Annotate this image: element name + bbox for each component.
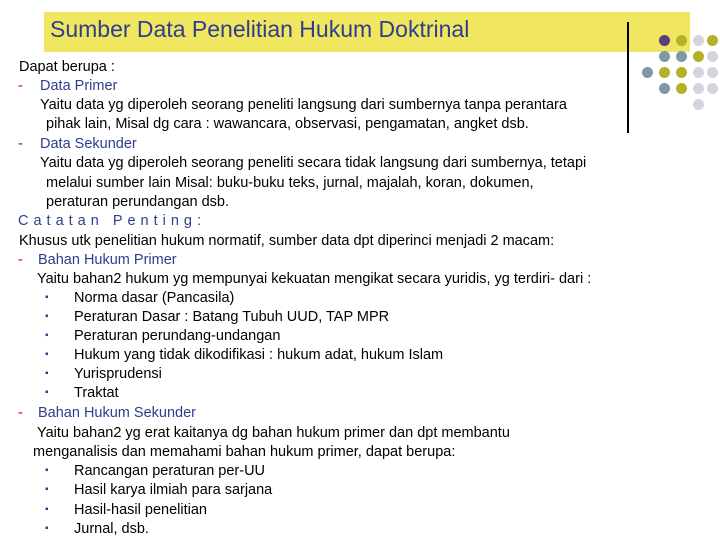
bhp-item: Norma dasar (Pancasila) [74, 290, 235, 306]
decorative-dot [707, 67, 718, 78]
primer-heading: Data Primer [40, 78, 118, 94]
bullet-icon: ▪ [45, 484, 49, 495]
decorative-dot [659, 67, 670, 78]
bhs-item: Rancangan peraturan per-UU [74, 463, 266, 479]
decorative-vertical-line [627, 22, 629, 133]
decorative-dot [659, 83, 670, 94]
khusus-text: Khusus utk penelitian hukum normatif, sumber data dpt diperinci menjadi 2 macam: [19, 233, 555, 249]
bhp-item: Traktat [74, 385, 119, 401]
sekunder-desc-line-3: peraturan perundangan dsb. [46, 194, 230, 210]
bullet-icon: ▪ [45, 465, 49, 476]
bhs-desc-line-2: menganalisis dan memahami bahan hukum primer, dapat berupa: [33, 444, 456, 460]
decorative-dot [659, 51, 670, 62]
bhp-item: Yurisprudensi [74, 366, 162, 382]
primer-dash: - [18, 78, 23, 94]
sekunder-heading: Data Sekunder [40, 136, 137, 152]
decorative-dot [676, 35, 687, 46]
decorative-dot [693, 83, 704, 94]
bhs-heading: Bahan Hukum Sekunder [38, 405, 196, 421]
slide-title: Sumber Data Penelitian Hukum Doktrinal [50, 16, 470, 42]
bhs-item: Hasil-hasil penelitian [74, 502, 207, 518]
catatan-penting-heading: Catatan Penting: [18, 213, 207, 229]
decorative-dot [693, 35, 704, 46]
bhs-desc-line-1: Yaitu bahan2 yg erat kaitanya dg bahan hukum primer dan dpt membantu [37, 425, 510, 441]
bhp-item: Peraturan perundang-undangan [74, 328, 281, 344]
sekunder-desc-line-1: Yaitu data yg diperoleh seorang peneliti secara tidak langsung dari sumbernya, tetapi [40, 155, 587, 171]
decorative-dot [707, 83, 718, 94]
bullet-icon: ▪ [45, 311, 49, 322]
bullet-icon: ▪ [45, 349, 49, 360]
bhp-item: Peraturan Dasar : Batang Tubuh UUD, TAP MPR [74, 309, 390, 325]
primer-desc-line-1: Yaitu data yg diperoleh seorang peneliti langsung dari sumbernya tanpa perantara [40, 97, 567, 113]
bullet-icon: ▪ [45, 292, 49, 303]
decorative-dot [676, 83, 687, 94]
decorative-dot [642, 67, 653, 78]
sekunder-desc-line-2: melalui sumber lain Misal: buku-buku teks, jurnal, majalah, koran, dokumen, [46, 175, 534, 191]
decorative-dot [707, 51, 718, 62]
bhp-item: Hukum yang tidak dikodifikasi : hukum adat, hukum Islam [74, 347, 444, 363]
intro-text: Dapat berupa : [19, 59, 115, 75]
bhs-item: Hasil karya ilmiah para sarjana [74, 482, 273, 498]
decorative-dot [659, 35, 670, 46]
decorative-dot [693, 99, 704, 110]
bhp-desc: Yaitu bahan2 hukum yg mempunyai kekuatan mengikat secara yuridis, yg terdiri- dari : [37, 271, 592, 287]
bhp-heading: Bahan Hukum Primer [38, 252, 177, 268]
decorative-dot [707, 35, 718, 46]
bullet-icon: ▪ [45, 368, 49, 379]
bullet-icon: ▪ [45, 504, 49, 515]
bullet-icon: ▪ [45, 387, 49, 398]
primer-desc-line-2: pihak lain, Misal dg cara : wawancara, observasi, pengamatan, angket dsb. [46, 116, 529, 132]
bhs-dash: - [18, 405, 23, 421]
decorative-dot [693, 67, 704, 78]
sekunder-dash: - [18, 136, 23, 152]
decorative-dot [676, 51, 687, 62]
bhs-item: Jurnal, dsb. [74, 521, 149, 537]
bullet-icon: ▪ [45, 523, 49, 534]
bullet-icon: ▪ [45, 330, 49, 341]
bhp-dash: - [18, 252, 23, 268]
decorative-dot [693, 51, 704, 62]
decorative-dot [676, 67, 687, 78]
